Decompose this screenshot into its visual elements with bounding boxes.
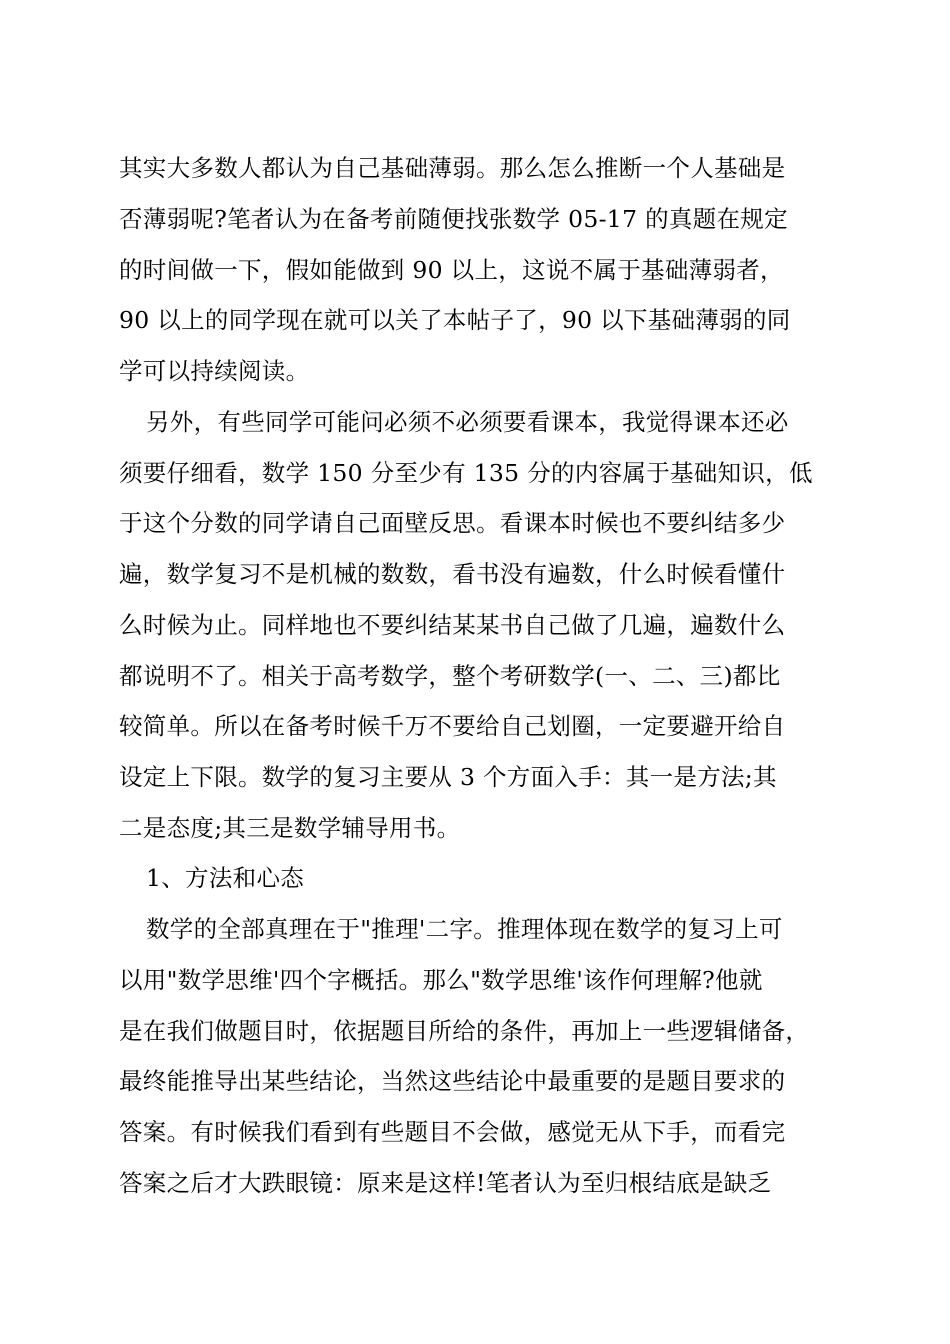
text-line: 二是态度;其三是数学辅导用书。 xyxy=(119,814,461,842)
section-heading: 1、方法和心态 xyxy=(146,864,305,892)
paragraph-start-line: 数学的全部真理在于"推理'二字。推理体现在数学的复习上可 xyxy=(146,915,783,943)
text-line: 否薄弱呢?笔者认为在备考前随便找张数学 05-17 的真题在规定 xyxy=(119,205,788,233)
text-line: 是在我们做题目时，依据题目所给的条件，再加上一些逻辑储备， xyxy=(119,1017,810,1045)
text-line: 答案之后才大跌眼镜：原来是这样!笔者认为至归根结底是缺乏 xyxy=(119,1169,772,1197)
text-line: 须要仔细看，数学 150 分至少有 135 分的内容属于基础知识，低 xyxy=(119,459,813,487)
text-line: 都说明不了。相关于高考数学，整个考研数学(一、二、三)都比 xyxy=(119,662,781,690)
text-line: 遍，数学复习不是机械的数数，看书没有遍数，什么时候看懂什 xyxy=(119,560,786,588)
text-line: 的时间做一下，假如能做到 90 以上，这说不属于基础薄弱者， xyxy=(119,256,784,284)
text-line: 答案。有时候我们看到有些题目不会做，感觉无从下手，而看完 xyxy=(119,1118,786,1146)
text-line: 90 以上的同学现在就可以关了本帖子了，90 以下基础薄弱的同 xyxy=(119,306,791,334)
text-line: 最终能推导出某些结论，当然这些结论中最重要的是题目要求的 xyxy=(119,1067,786,1095)
text-line: 以用"数学思维'四个字概括。那么"数学思维'该作何理解?他就 xyxy=(119,966,763,994)
text-line: 设定上下限。数学的复习主要从 3 个方面入手：其一是方法;其 xyxy=(119,763,777,791)
text-line: 其实大多数人都认为自己基础薄弱。那么怎么推断一个人基础是 xyxy=(119,154,786,182)
paragraph-start-line: 另外，有些同学可能问必须不必须要看课本，我觉得课本还必 xyxy=(146,408,789,436)
text-line: 于这个分数的同学请自己面壁反思。看课本时候也不要纠结多少 xyxy=(119,509,786,537)
text-line: 学可以持续阅读。 xyxy=(119,357,310,385)
text-line: 么时候为止。同样地也不要纠结某某书自己做了几遍，遍数什么 xyxy=(119,611,786,639)
text-line: 较简单。所以在备考时候千万不要给自己划圈，一定要避开给自 xyxy=(119,712,786,740)
